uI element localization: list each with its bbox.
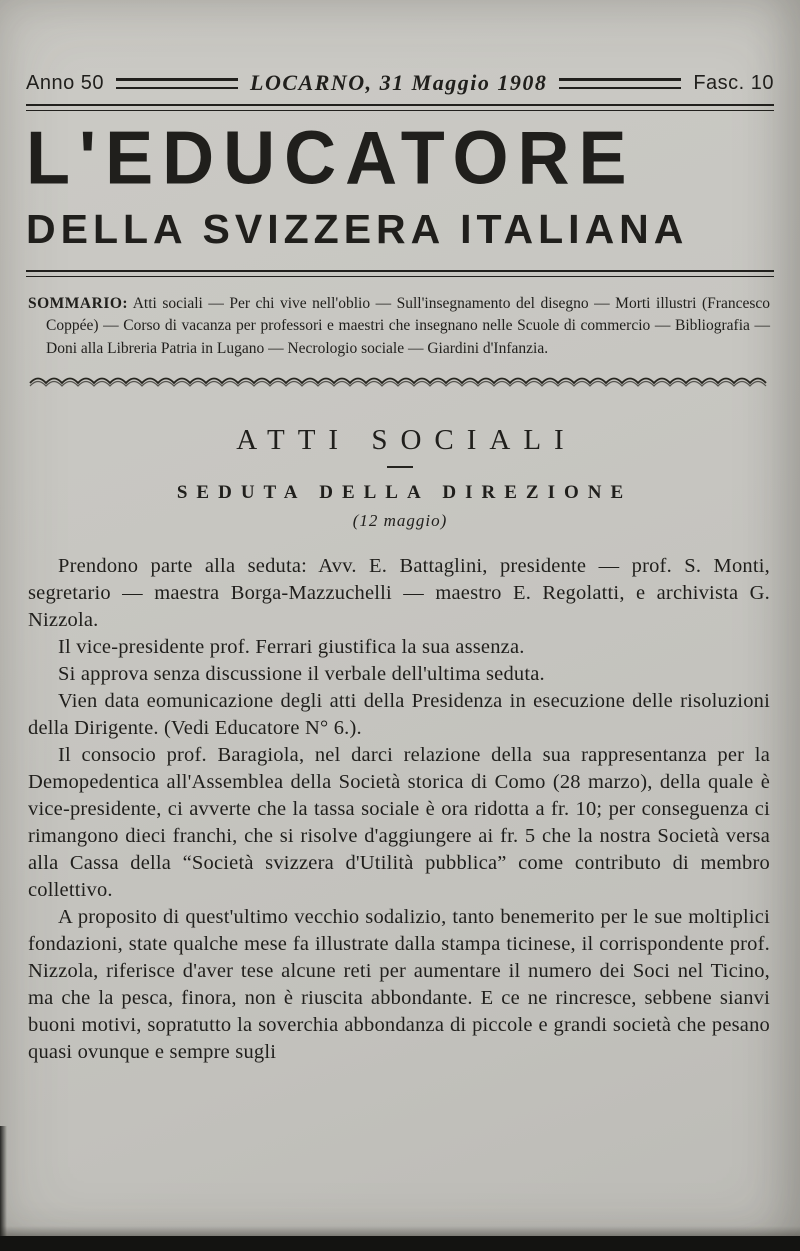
issue-date-label: LOCARNO, 31 Maggio 1908 bbox=[250, 70, 548, 95]
header-rule-right bbox=[559, 78, 681, 89]
volume-label: Anno 50 bbox=[26, 71, 105, 94]
article-subheading: SEDUTA DELLA DIREZIONE bbox=[176, 482, 633, 504]
table-of-contents bbox=[28, 293, 770, 360]
sommario-label: SOMMARIO: bbox=[28, 295, 129, 312]
wavy-divider bbox=[28, 374, 770, 390]
journal-title: L'EDUCATORE bbox=[26, 116, 636, 201]
masthead bbox=[26, 116, 774, 252]
journal-subtitle: DELLA SVIZZERA ITALIANA bbox=[26, 206, 689, 252]
scan-bottom-shadow bbox=[0, 1226, 800, 1236]
paragraph: Si approva senza discussione il verbale dell'ultima seduta. bbox=[58, 663, 545, 686]
paragraph: Il consocio prof. Baragiola, nel darci relazione della sua rappresentanza per la Demopedentica all'Assemblea della Società storica di Como (28 marzo), della quale è vice-presidente, ci avverte che la tassa sociale è ora ridotta a fr. 10; per conseguenza ci rimangono dieci franchi, che si risolve d'aggiungere ai fr. 5 che la nostra Società versa alla Cassa della “Società svizzera d'Utilità pubblica” come contributo di membro collettivo. bbox=[28, 744, 770, 902]
scan-edge-smudge bbox=[0, 1126, 7, 1236]
article-date: (12 maggio) bbox=[352, 511, 448, 531]
paragraph: Vien data eomunicazione degli atti della Presidenza in esecuzione delle risoluzioni della Dirigente. (Vedi Educatore N° 6.). bbox=[28, 690, 770, 740]
fascicle-label: Fasc. 10 bbox=[693, 71, 775, 94]
sommario-text: Atti sociali — Per chi vive nell'oblio — Sull'insegnamento del disegno — Morti illustri (Francesco Coppée) — Corso di vacanza per professori e maestri che insegnano nelle Scuole di commercio — Bibliografia — Doni alla Libreria Patria in Lugano — Necrologio sociale — Giardini d'Infanzia. bbox=[46, 295, 770, 357]
paragraph: A proposito di quest'ultimo vecchio sodalizio, tanto benemerito per le sue moltiplici fondazioni, state qualche mese fa illustrate dalla stampa ticinese, il corrispondente prof. Nizzola, riferisce d'aver tese alcune reti per aumentare il numero dei Soci nel Ticino, ma che la pesca, finora, non è riuscita abbondante. E ce ne rincresce, sebbene sianvi buoni motivi, sopratutto la soverchia abbondanza di piccole e grandi società che pesano quasi ovunque e sempre sugli bbox=[28, 906, 770, 1064]
header-divider bbox=[26, 104, 774, 111]
wavy-divider-path bbox=[30, 379, 766, 384]
paragraph: Il vice-presidente prof. Ferrari giustifica la sua assenza. bbox=[58, 636, 525, 659]
section-dash bbox=[387, 466, 413, 468]
masthead-divider bbox=[26, 270, 774, 277]
scan-bottom-bar bbox=[0, 1236, 800, 1251]
issue-header bbox=[26, 70, 774, 96]
header-rule-left bbox=[116, 78, 238, 89]
paragraph: Prendono parte alla seduta: Avv. E. Battaglini, presidente — prof. S. Monti, segretario — maestra Borga-Mazzuchelli — maestro E. Regolatti, e archivista G. Nizzola. bbox=[28, 555, 770, 632]
section-title: ATTI SOCIALI bbox=[236, 424, 577, 457]
article-body bbox=[28, 553, 770, 1066]
